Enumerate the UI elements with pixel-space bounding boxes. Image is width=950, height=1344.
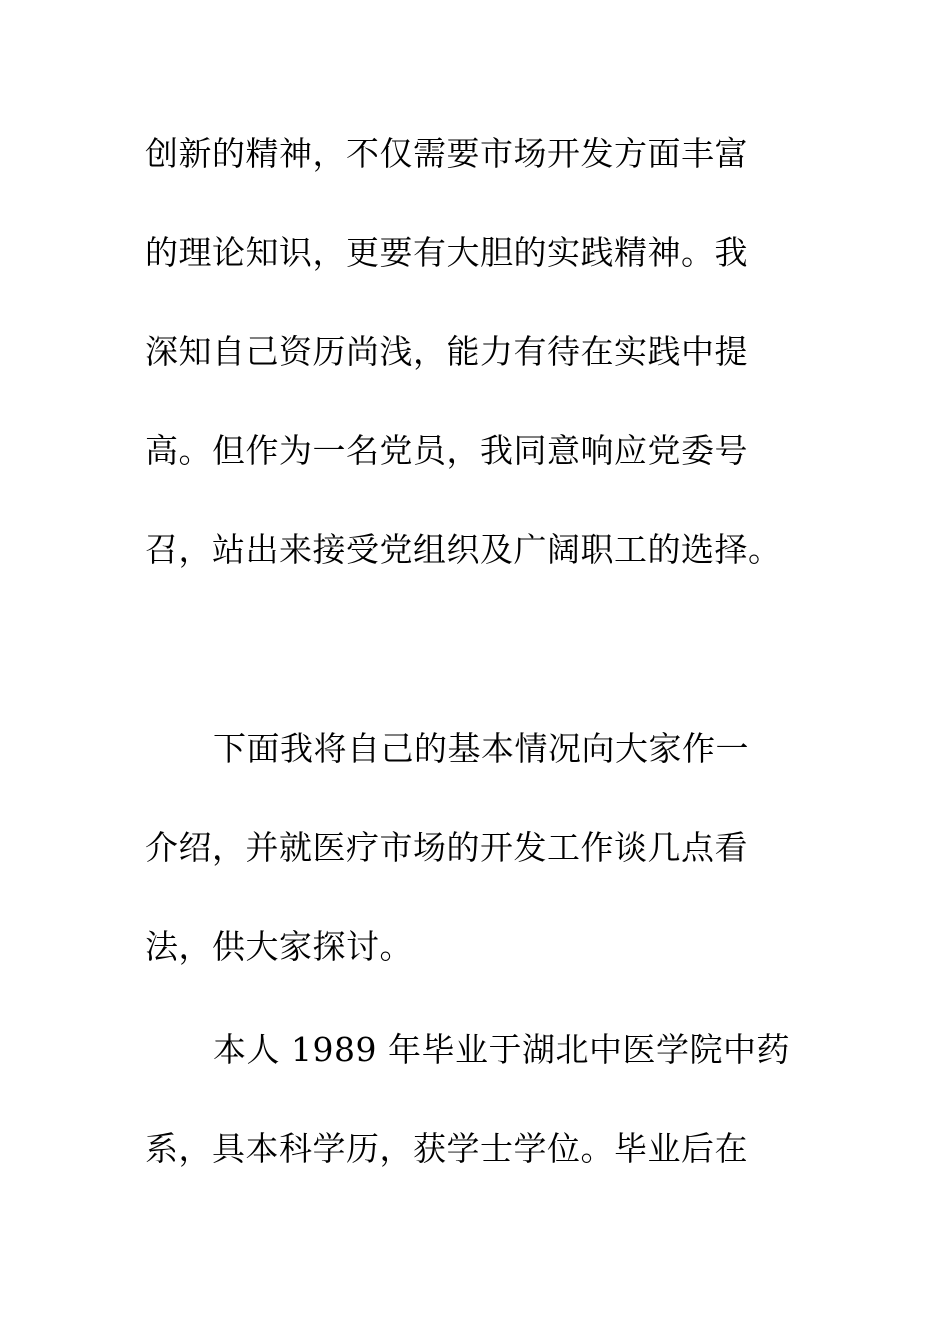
- text-line: 的理论知识，更要有大胆的实践精神。我: [145, 233, 748, 272]
- text-line: 系，具本科学历，获学士学位。毕业后在: [145, 1129, 748, 1168]
- text-line: 介绍，并就医疗市场的开发工作谈几点看: [145, 828, 748, 867]
- text-line: 深知自己资历尚浅，能力有待在实践中提: [145, 332, 748, 371]
- text-line: 创新的精神，不仅需要市场开发方面丰富: [145, 134, 748, 173]
- text-line: 召，站出来接受党组织及广阔职工的选择。: [145, 530, 782, 569]
- text-line: 高。但作为一名党员，我同意响应党委号: [145, 431, 748, 470]
- text-line: 下面我将自己的基本情况向大家作一: [213, 729, 749, 768]
- text-line: 法，供大家探讨。: [145, 927, 413, 966]
- text-line: 本人 1989 年毕业于湖北中医学院中药: [213, 1030, 790, 1069]
